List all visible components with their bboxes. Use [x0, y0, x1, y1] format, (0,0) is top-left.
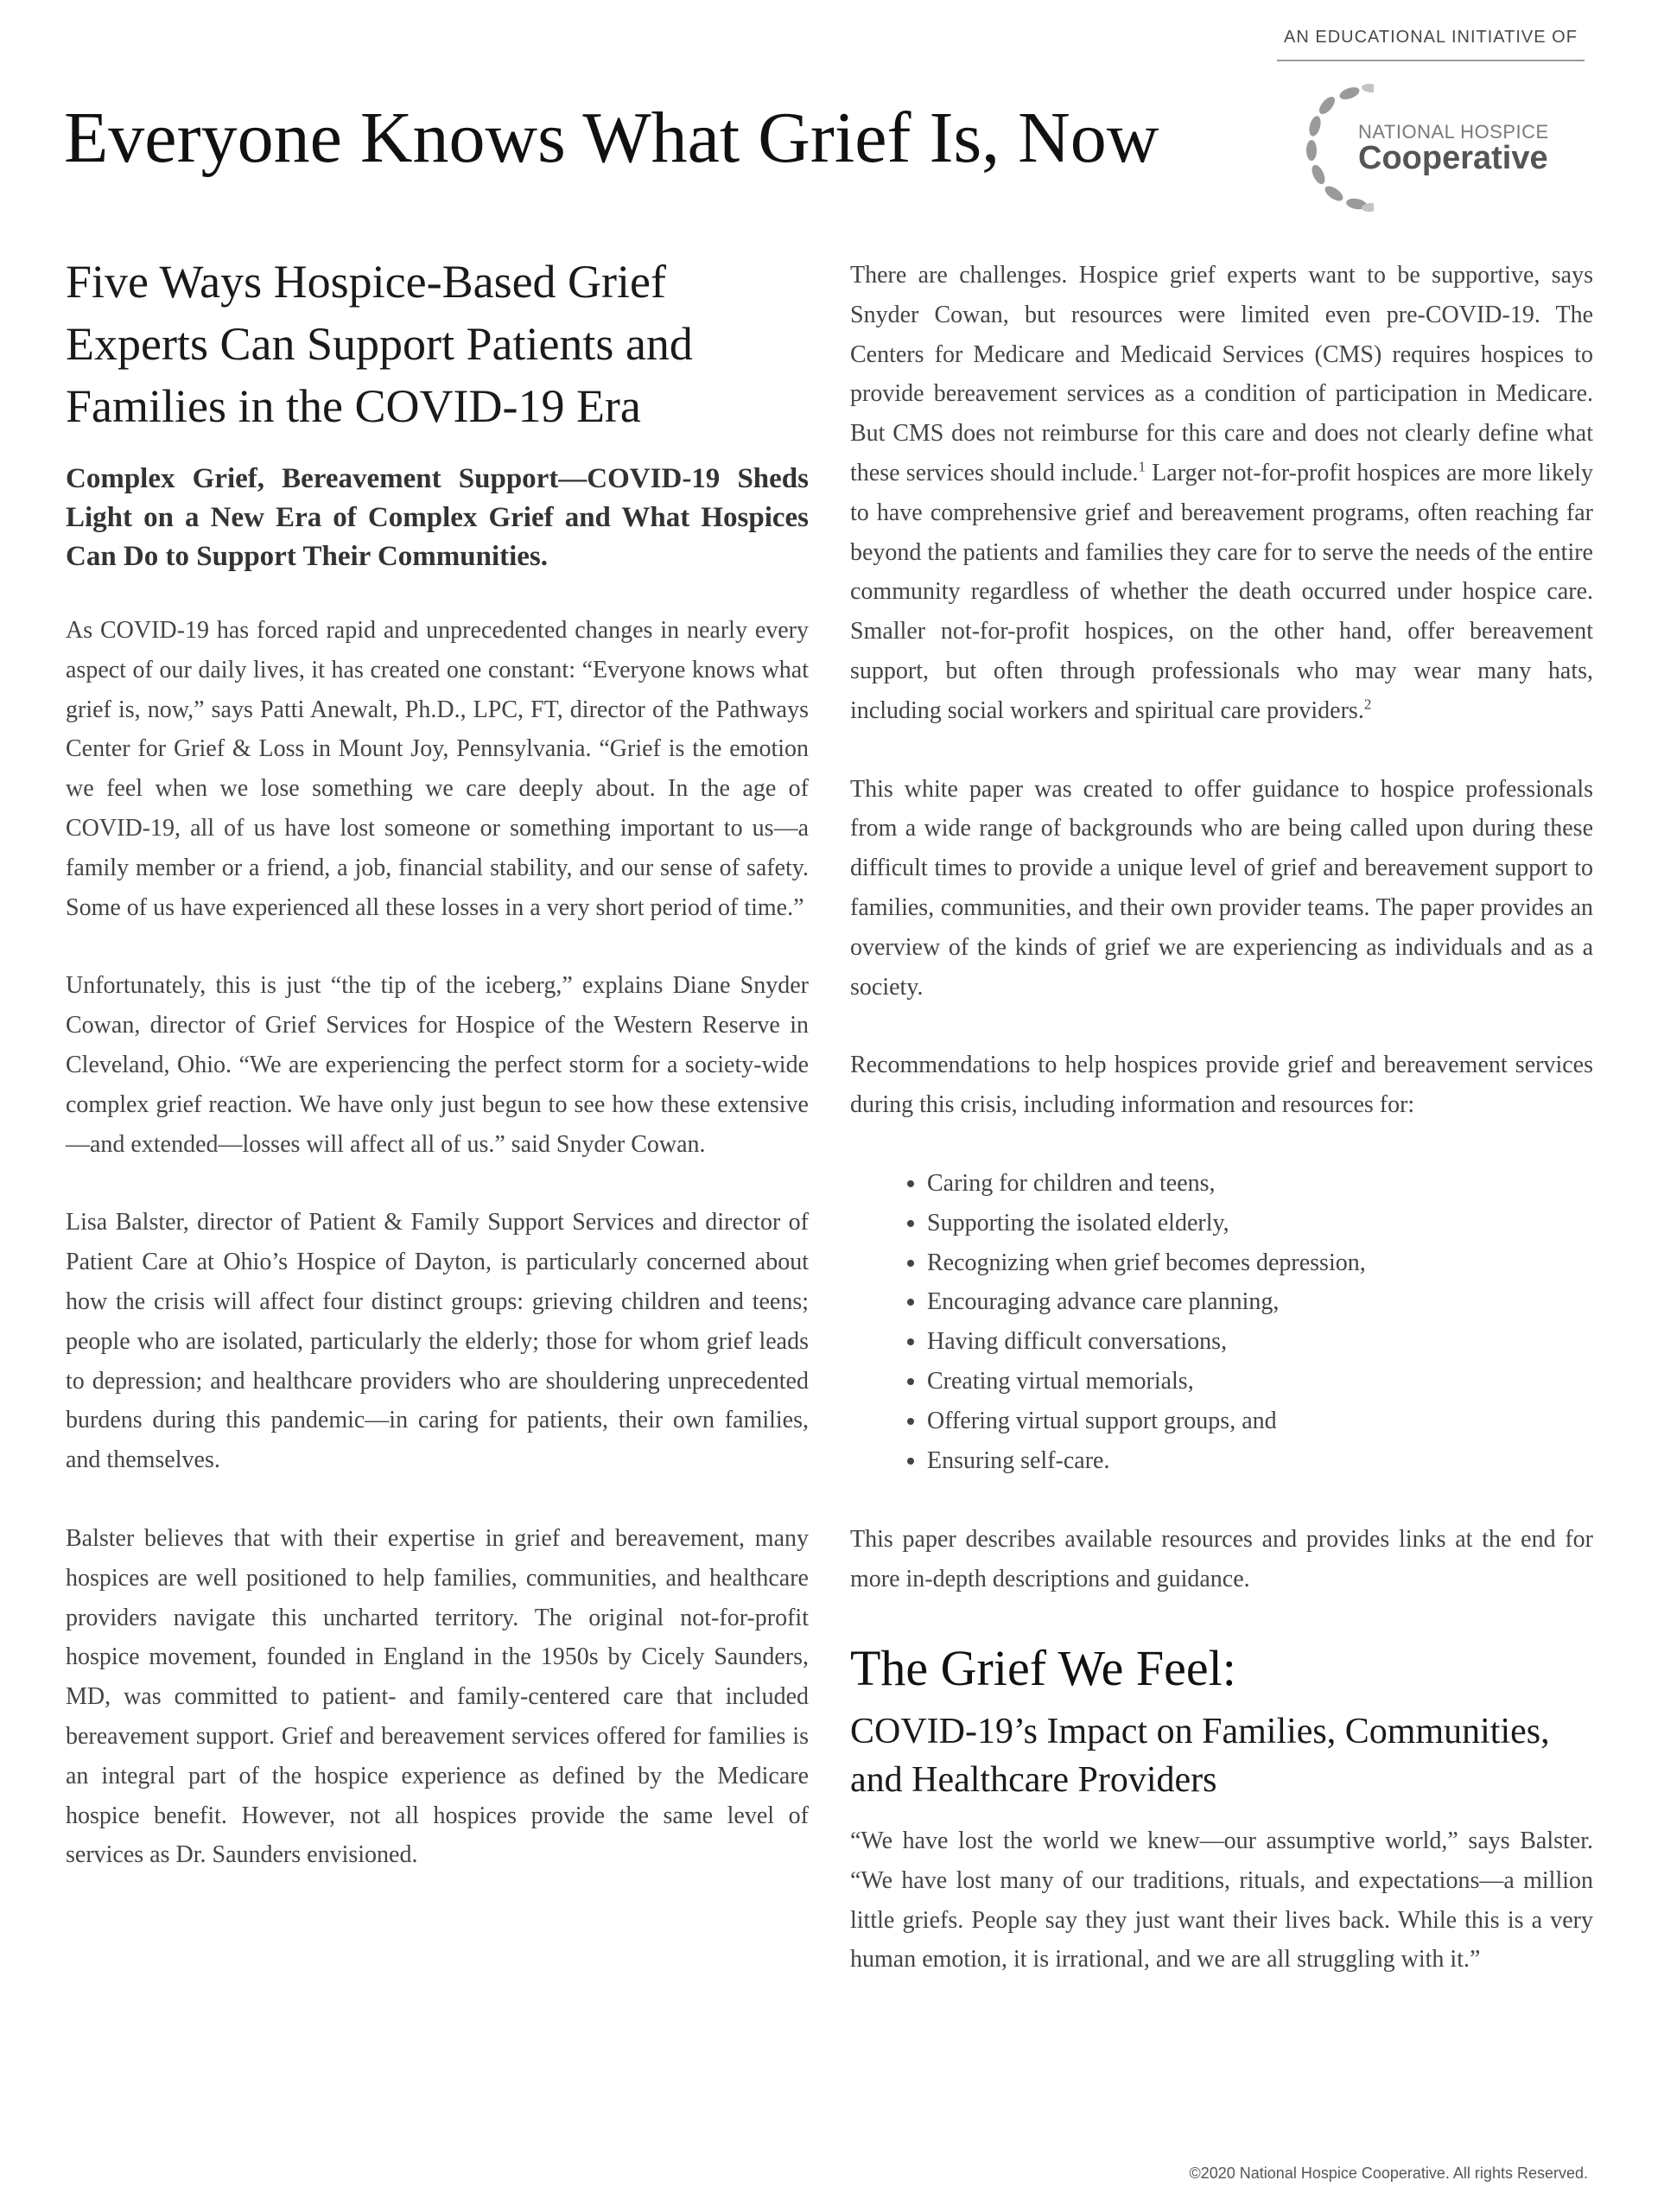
logo-text-cooperative: Cooperative — [1358, 140, 1548, 176]
paragraph-text: There are challenges. Hospice grief experts want to be supportive, says Snyder Cowan, but resources were limited even pre-COVID-19. The Centers for Medicare and Medicaid Services (CMS) requires hospices to provide bereavement services as a condition of participation in Medicare. But CMS does not reimburse for this care and does not clearly define what these services should include. — [850, 262, 1593, 486]
page-title: Everyone Knows What Grief Is, Now — [64, 98, 1159, 178]
paragraph-text: Larger not-for-profit hospices are more likely to have comprehensive grief and bereavement programs, often reaching far beyond the patients and families they care for to serve the needs of the entire community regardless of whether the death occurred under hospice care. Smaller not-for-profit hospices, on the other hand, offer bereavement support, but often through professionals who may wear many hats, including social workers and spiritual care providers. — [850, 459, 1593, 724]
paragraph: As COVID-19 has forced rapid and unprecedented changes in nearly every aspect of our daily lives, it has created one constant: “Everyone knows what grief is, now,” says Patti Anewalt, Ph.D., LPC, FT, director of the Pathways Center for Grief & Loss in Mount Joy, Pennsylvania. “Grief is the emotion we feel when we lose something we care deeply about. In the age of COVID-19, all of us have lost someone or something important to us—a family member or a friend, a job, financial stability, and our sense of safety. Some of us have experienced all these losses in a very short period of time.” — [66, 617, 809, 921]
left-column — [66, 251, 809, 1914]
subheading: Complex Grief, Bereavement Support—COVID-19 Sheds Light on a New Era of Complex Grief and What Hospices Can Do to Support Their Communities. — [66, 463, 809, 572]
quote-paragraph: “We have lost the world we knew—our assumptive world,” says Balster. “We have lost many of our traditions, rituals, and expectations—a million little griefs. People say they just want their lives back. While this is a very human emotion, it is irrational, and we are all struggling with it.” — [850, 1827, 1593, 1974]
list-item: • Supporting the isolated elderly, — [927, 1204, 1593, 1243]
paragraph: This paper describes available resources and provides links at the end for more in-depth descriptions and guidance. — [850, 1526, 1593, 1593]
national-hospice-cooperative-logo — [1296, 69, 1581, 225]
logo-text-national-hospice: NATIONAL HOSPICE — [1358, 121, 1549, 143]
list-item: • Offering virtual support groups, and — [927, 1402, 1593, 1441]
recommendations-list — [850, 1164, 1593, 1480]
list-item: • Ensuring self-care. — [927, 1441, 1593, 1481]
section-subtitle: COVID-19’s Impact on Families, Communities, and Healthcare Providers — [850, 1711, 1550, 1800]
list-item: • Creating virtual memorials, — [927, 1362, 1593, 1402]
right-column — [850, 256, 1593, 2018]
list-item: • Caring for children and teens, — [927, 1164, 1593, 1204]
section-title: The Grief We Feel: — [850, 1639, 1236, 1696]
paragraph — [850, 256, 1593, 731]
paragraph: Lisa Balster, director of Patient & Family Support Services and director of Patient Care at Ohio’s Hospice of Dayton, is particularly concerned about how the crisis will affect four distinct groups: grieving children and teens; people who are isolated, particularly the elderly; those for whom grief leads to depression; and healthcare providers who are shouldering unprecedented burdens during this pandemic—in caring for patients, their own families, and themselves. — [66, 1209, 809, 1474]
paragraph: Unfortunately, this is just “the tip of the iceberg,” explains Diane Snyder Cowan, director of Grief Services for Hospice of the Western Reserve in Cleveland, Ohio. “We are experiencing the perfect storm for a society-wide complex grief reaction. We have only just begun to see how these extensive—and extended—losses will affect all of us.” said Snyder Cowan. — [66, 972, 809, 1158]
paragraph: Recommendations to help hospices provide grief and bereavement services during this crisis, including information and resources for: — [850, 1052, 1593, 1119]
footnote-ref: 1 — [1138, 458, 1146, 475]
copyright-footer: ©2020 National Hospice Cooperative. All rights Reserved. — [1189, 2164, 1588, 2182]
initiative-label: AN EDUCATIONAL INITIATIVE OF — [1277, 28, 1585, 61]
list-item: • Encouraging advance care planning, — [927, 1282, 1593, 1322]
section-heading: Five Ways Hospice-Based Grief Experts Can Support Patients and Families in the COVID-19 Era — [66, 256, 693, 432]
list-item: • Having difficult conversations, — [927, 1322, 1593, 1362]
paragraph: Balster believes that with their expertise in grief and bereavement, many hospices are well positioned to help families, communities, and healthcare providers navigate this uncharted territory. The original not-for-profit hospice movement, founded in England in the 1950s by Cicely Saunders, MD, was committed to patient- and family-centered care that included bereavement support. Grief and bereavement services offered for families is an integral part of the hospice experience as defined by the Medicare hospice benefit. However, not all hospices provide the same level of services as Dr. Saunders envisioned. — [66, 1524, 809, 1869]
footnote-ref: 2 — [1363, 696, 1372, 713]
list-item: • Recognizing when grief becomes depression, — [927, 1243, 1593, 1283]
paragraph: This white paper was created to offer guidance to hospice professionals from a wide range of backgrounds who are being called upon during these difficult times to provide a unique level of grief and bereavement support to families, communities, and their own provider teams. The paper provides an overview of the kinds of grief we are experiencing as individuals and as a society. — [850, 775, 1593, 1001]
